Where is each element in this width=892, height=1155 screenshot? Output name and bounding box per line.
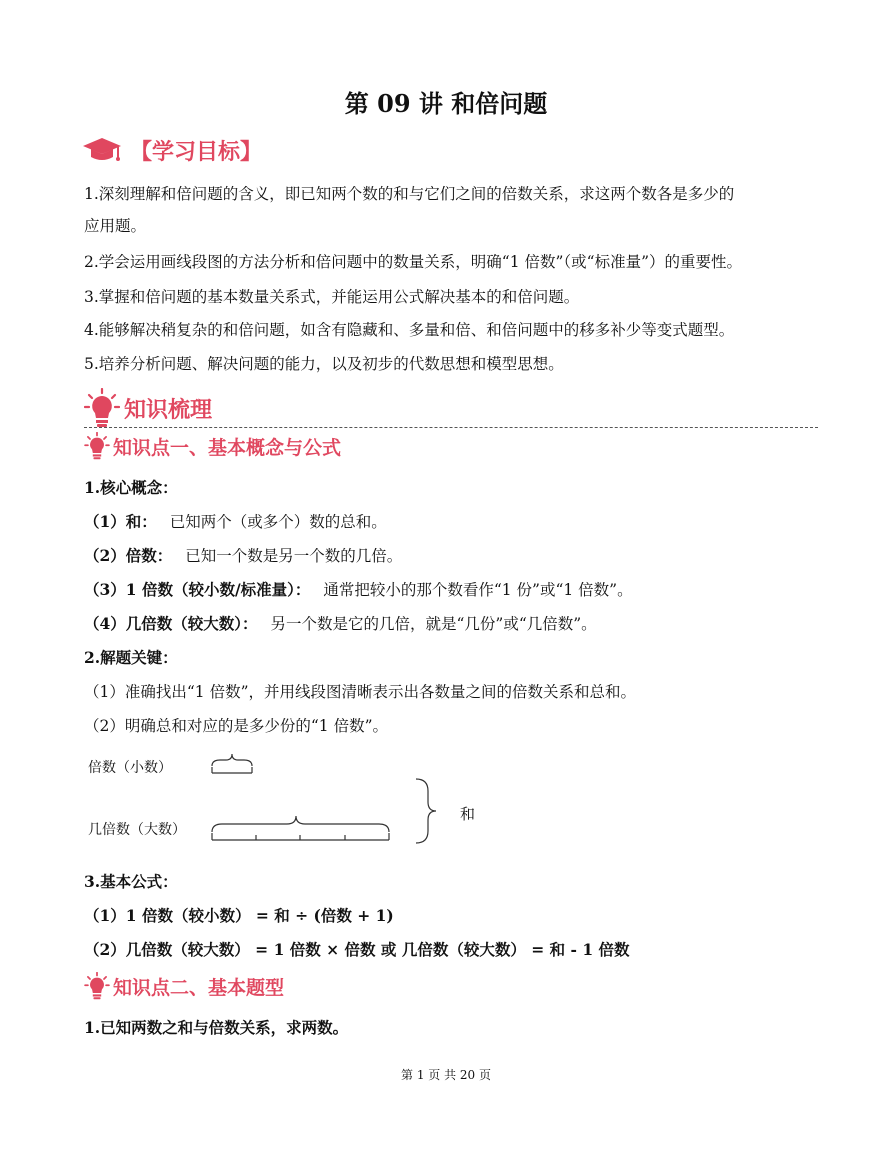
formula-item: （2）几倍数（较大数） = 1 倍数 × 倍数 或 几倍数（较大数） = 和 - 1 倍数	[84, 940, 630, 959]
concept-def: 已知两个（或多个）数的总和。	[169, 513, 387, 531]
key-point-item: （1）准确找出“1 倍数”，并用线段图清晰表示出各数量之间的倍数关系和总和。	[84, 683, 637, 701]
sum-brace	[416, 779, 436, 843]
concept-term: （1）和：	[84, 512, 157, 531]
objective-item: 5.培养分析问题、解决问题的能力，以及初步的代数思想和模型思想。	[84, 355, 564, 373]
point1-heading-label: 知识点一、基本概念与公式	[113, 436, 342, 459]
lightbulb-icon	[84, 432, 110, 460]
concept-row	[84, 544, 402, 566]
concept-row	[84, 612, 597, 634]
lightbulb-icon	[84, 972, 110, 1000]
concept-term: （2）倍数：	[84, 546, 173, 565]
concept-row	[84, 578, 633, 600]
sum-label: 和	[460, 805, 476, 823]
concept-def: 已知一个数是另一个数的几倍。	[185, 547, 403, 565]
core-concepts-title: 1.核心概念：	[84, 478, 178, 497]
section-divider	[84, 427, 818, 428]
lightbulb-icon	[84, 388, 120, 428]
objectives-heading	[82, 134, 262, 166]
small-brace	[212, 754, 252, 766]
question-type-item: 1.已知两数之和与倍数关系，求两数。	[84, 1018, 349, 1037]
point2-heading	[84, 972, 284, 1000]
point2-heading-label: 知识点二、基本题型	[113, 976, 285, 999]
concept-def: 另一个数是它的几倍，就是“几份”或“几倍数”。	[270, 615, 597, 633]
page-footer: 第 1 页 共 20 页	[401, 1068, 491, 1082]
knowledge-heading-label: 知识梳理	[124, 397, 213, 423]
objective-item: 3.掌握和倍问题的基本数量关系式，并能运用公式解决基本的和倍问题。	[84, 288, 580, 306]
objective-item: 2.学会运用画线段图的方法分析和倍问题中的数量关系，明确“1 倍数”（或“标准量”）的重要性。	[84, 253, 743, 271]
diagram-lines	[84, 744, 524, 854]
page-title: 第 09 讲 和倍问题	[344, 89, 548, 118]
knowledge-heading	[84, 388, 212, 428]
concept-def: 通常把较小的那个数看作“1 份”或“1 倍数”。	[323, 581, 633, 599]
objectives-heading-label: 【学习目标】	[130, 139, 263, 165]
objective-item: 4.能够解决稍复杂的和倍问题，如含有隐藏和、多量和倍、和倍问题中的移多补少等变式题型。	[84, 321, 735, 339]
concept-row	[84, 510, 387, 532]
large-number-label: 几倍数（大数）	[88, 822, 186, 838]
objective-item: 1.深刻理解和倍问题的含义，即已知两个数的和与它们之间的倍数关系，求这两个数各是多少的	[84, 185, 735, 203]
formula-item: （1）1 倍数（较小数） = 和 ÷ (倍数 + 1)	[84, 906, 394, 925]
concept-term: （4）几倍数（较大数）：	[84, 614, 258, 633]
large-brace	[212, 816, 389, 832]
formula-title: 3.基本公式：	[84, 872, 178, 891]
key-point-item: （2）明确总和对应的是多少份的“1 倍数”。	[84, 717, 388, 735]
key-points-title: 2.解题关键：	[84, 648, 178, 667]
objective-item: 应用题。	[84, 217, 147, 235]
line-segment-diagram	[84, 744, 524, 854]
point1-heading	[84, 432, 341, 460]
graduation-cap-icon	[82, 135, 122, 165]
concept-term: （3）1 倍数（较小数/标准量）：	[84, 580, 311, 599]
small-number-label: 倍数（小数）	[88, 760, 172, 776]
